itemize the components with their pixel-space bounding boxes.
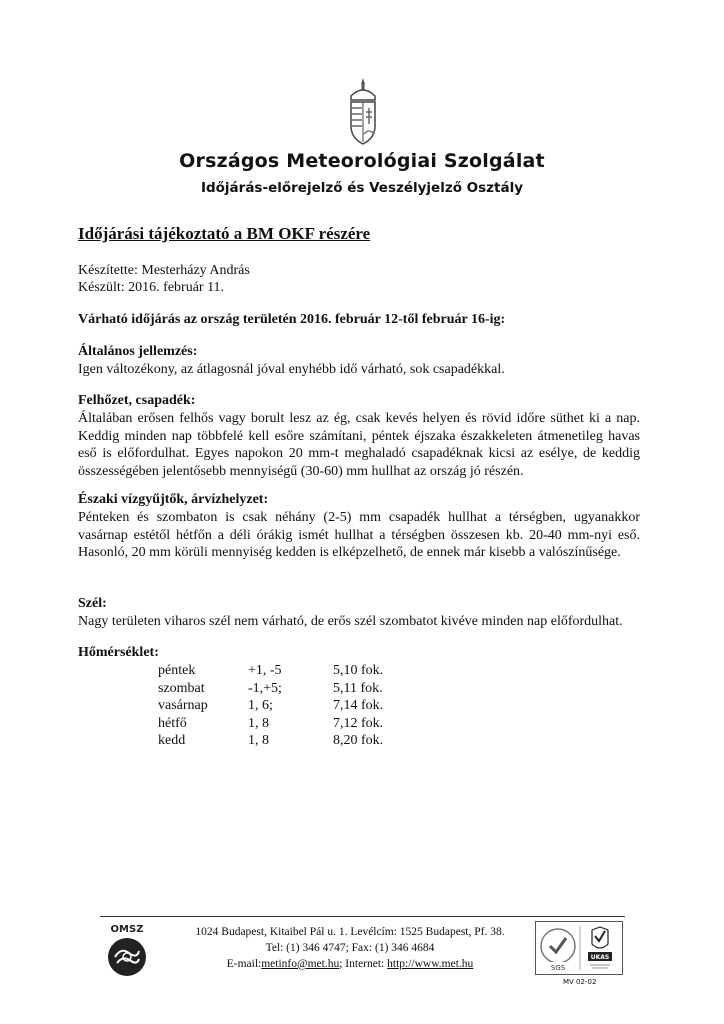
range-cell: 1, 8: [248, 715, 269, 731]
table-row: [78, 732, 423, 750]
day-cell: hétfő: [158, 715, 187, 731]
day-cell: szombat: [158, 680, 205, 696]
value-cell: 5,10 fok.: [333, 663, 384, 678]
internet-label: ; Internet:: [339, 958, 385, 970]
email-label: E-mail:: [226, 958, 262, 970]
day-cell: péntek: [158, 663, 196, 678]
day-cell: kedd: [158, 733, 186, 748]
footer-contact: [170, 924, 530, 972]
ukas-label: UKAS: [590, 954, 610, 961]
footer-phone: Tel: (1) 346 4747; Fax: (1) 346 4684: [265, 942, 435, 954]
footer-address: 1024 Budapest, Kitaibel Pál u. 1. Levélcím: 1525 Budapest, Pf. 38.: [195, 926, 505, 938]
value-cell: 8,20 fok.: [333, 733, 384, 748]
rivers-section-title: Északi vízgyűjtők, árvízhelyzet:: [78, 492, 269, 507]
email-link[interactable]: metinfo@met.hu: [261, 958, 340, 970]
form-code: MV 02-02: [563, 978, 597, 986]
value-cell: 5,11 fok.: [333, 680, 383, 696]
forecast-title: Várható időjárás az ország területén 2016. február 12-től február 16-ig:: [78, 312, 506, 327]
author-label: Készítette:: [78, 263, 138, 278]
organization-title: Országos Meteorológiai Szolgálat: [179, 150, 545, 172]
temperature-table: [78, 662, 423, 750]
table-row: [78, 680, 423, 698]
value-cell: 7,12 fok.: [333, 715, 384, 731]
wind-section-title: Szél:: [78, 596, 107, 611]
general-section-text: Igen változékony, az átlagosnál jóval enyhébb idő várható, sok csapadékkal.: [78, 362, 505, 377]
footer-divider: [100, 916, 625, 917]
certification-badges: [535, 921, 623, 975]
wind-section-text: Nagy területen viharos szél nem várható, de erős szél szombatot kivéve minden nap előfordulhat.: [78, 614, 623, 629]
table-row: [78, 697, 423, 715]
date-label: Készült:: [78, 280, 125, 295]
sgs-label: SGS: [550, 964, 566, 972]
clouds-section-title: Felhőzet, csapadék:: [78, 393, 196, 408]
range-cell: +1, -5: [248, 663, 282, 678]
author-line: [78, 262, 250, 279]
value-cell: 7,14 fok.: [333, 698, 384, 713]
temperature-section-title: Hőmérséklet:: [78, 645, 159, 660]
website-link[interactable]: http://www.met.hu: [387, 958, 474, 970]
day-cell: vasárnap: [158, 698, 208, 713]
date-line: [78, 279, 224, 296]
author-name: Mesterházy András: [141, 263, 250, 278]
department-name: Időjárás-előrejelző és Veszélyjelző Osztály: [200, 180, 524, 196]
table-row: [78, 662, 423, 680]
document-heading: Időjárási tájékoztató a BM OKF részére: [78, 224, 371, 243]
hungarian-coat-of-arms-icon: [345, 78, 381, 148]
range-cell: -1,+5;: [248, 680, 282, 696]
date-value: 2016. február 11.: [128, 280, 225, 295]
table-row: [78, 715, 423, 733]
range-cell: 1, 8: [248, 733, 269, 748]
omsz-logo: [103, 921, 151, 979]
clouds-section-text: Általában erősen felhős vagy borult lesz az ég, csak kevés helyen és rövid időre süthet ki a nap. Keddig minden nap többfelé kell esőre számítani, péntek éjszaka északkeleten átmenetileg havas eső is előfordulhat. Egyes napokon 20 mm-t meghaladó csapadéknak kicsi az esélye, de keddig összességében jelentősebb mennyiségű (30-60) mm hullhat az ország jó részén.: [78, 411, 640, 479]
omsz-logo-text: OMSZ: [110, 924, 144, 935]
range-cell: 1, 6;: [248, 698, 273, 713]
general-section-title: Általános jellemzés:: [78, 344, 198, 359]
rivers-section-text: Pénteken és szombaton is csak néhány (2-5) mm csapadék hullhat a térségben, ugyanakkor vasárnap estétől hétfőn a déli órákig ismét hullhat a térségben összesen kb. 20-40 mm-nyi eső. Hasonló, 20 mm körüli mennyiség kedden is elképzelhető, de ennek már kisebb a valószínűsége.: [78, 510, 640, 560]
footer-web-line: [170, 956, 530, 972]
